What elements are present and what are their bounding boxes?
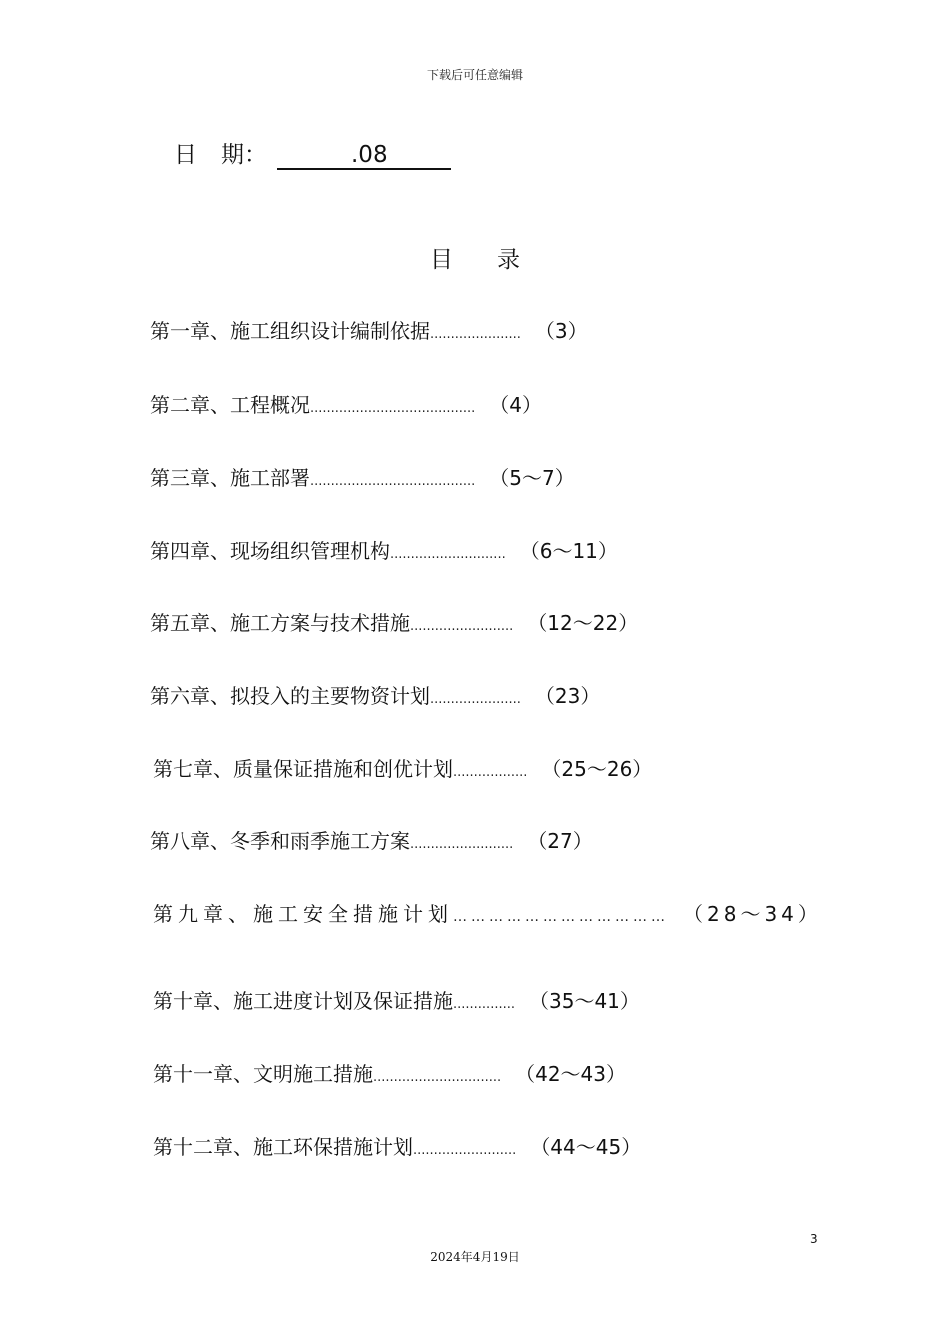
toc-item-dots: ............................... [373, 1070, 502, 1085]
toc-item [150, 462, 575, 491]
toc-item-dots: ........................................ [310, 401, 476, 416]
toc-item-label: 第十章、施工进度计划及保证措施 [153, 989, 453, 1013]
toc-item [150, 389, 542, 418]
toc-item-label: 第十一章、文明施工措施 [153, 1062, 373, 1086]
toc-item-label: 第三章、施工部署 [150, 466, 310, 490]
toc-item-label: 第九章、施工安全措施计划 [153, 902, 453, 926]
footer-date: 2024年4月19日 [430, 1250, 520, 1264]
toc-item-dots: ......................... [410, 837, 514, 852]
toc-item-pages: （27） [527, 829, 593, 853]
toc-item-pages: （12～22） [527, 611, 639, 635]
toc-item-label: 第八章、冬季和雨季施工方案 [150, 829, 410, 853]
toc-item [150, 825, 593, 854]
header-note: 下载后可任意编辑 [426, 68, 523, 82]
toc-item-label: 第五章、施工方案与技术措施 [150, 611, 410, 635]
toc-item-label: 第一章、施工组织设计编制依据 [150, 319, 430, 343]
toc-item-dots: .................. [453, 765, 528, 780]
toc-item-dots: ......................... [410, 619, 514, 634]
toc-item-label: 第七章、质量保证措施和创优计划 [153, 757, 453, 781]
toc-item-dots: ............................ [390, 547, 506, 562]
toc-item-pages: （42～43） [515, 1062, 627, 1086]
toc-item [153, 1058, 626, 1087]
date-line [174, 136, 451, 170]
toc-item [150, 535, 618, 564]
toc-item-pages: （44～45） [530, 1135, 642, 1159]
toc-item-pages: （35～41） [529, 989, 640, 1013]
toc-item-dots: ...................... [430, 692, 521, 707]
toc-title-char-1: 目 [430, 247, 453, 273]
date-value: .08 [277, 142, 451, 170]
toc-item-dots: ......................... [413, 1143, 517, 1158]
toc-title-char-2: 录 [497, 247, 520, 273]
toc-item-pages: （4） [489, 393, 543, 417]
toc-item [153, 1131, 641, 1160]
toc-item [153, 985, 640, 1014]
toc-item [153, 898, 822, 927]
toc-item-label: 第六章、拟投入的主要物资计划 [150, 684, 430, 708]
date-label-1: 日 [174, 142, 197, 168]
page-number: 3 [810, 1232, 818, 1246]
toc-item-pages: （5～7） [489, 466, 575, 490]
date-label-2: 期： [221, 142, 267, 168]
toc-item [150, 607, 638, 636]
toc-item-pages: （28～34） [683, 902, 822, 926]
toc-item-label: 第四章、现场组织管理机构 [150, 539, 390, 563]
toc-item-label: 第二章、工程概况 [150, 393, 310, 417]
toc-title [0, 241, 950, 274]
toc-item [150, 680, 600, 709]
toc-item-pages: （3） [534, 319, 588, 343]
toc-item-dots: ……………………………… [453, 909, 669, 925]
toc-item-label: 第十二章、施工环保措施计划 [153, 1135, 413, 1159]
toc-item-dots: ............... [453, 997, 515, 1012]
toc-item [150, 315, 588, 344]
toc-item-dots: ........................................ [310, 474, 476, 489]
toc-item-dots: ...................... [430, 327, 521, 342]
toc-item-pages: （6～11） [519, 539, 618, 563]
toc-item-pages: （25～26） [541, 757, 653, 781]
toc-item-pages: （23） [534, 684, 601, 708]
toc-item [153, 753, 652, 782]
